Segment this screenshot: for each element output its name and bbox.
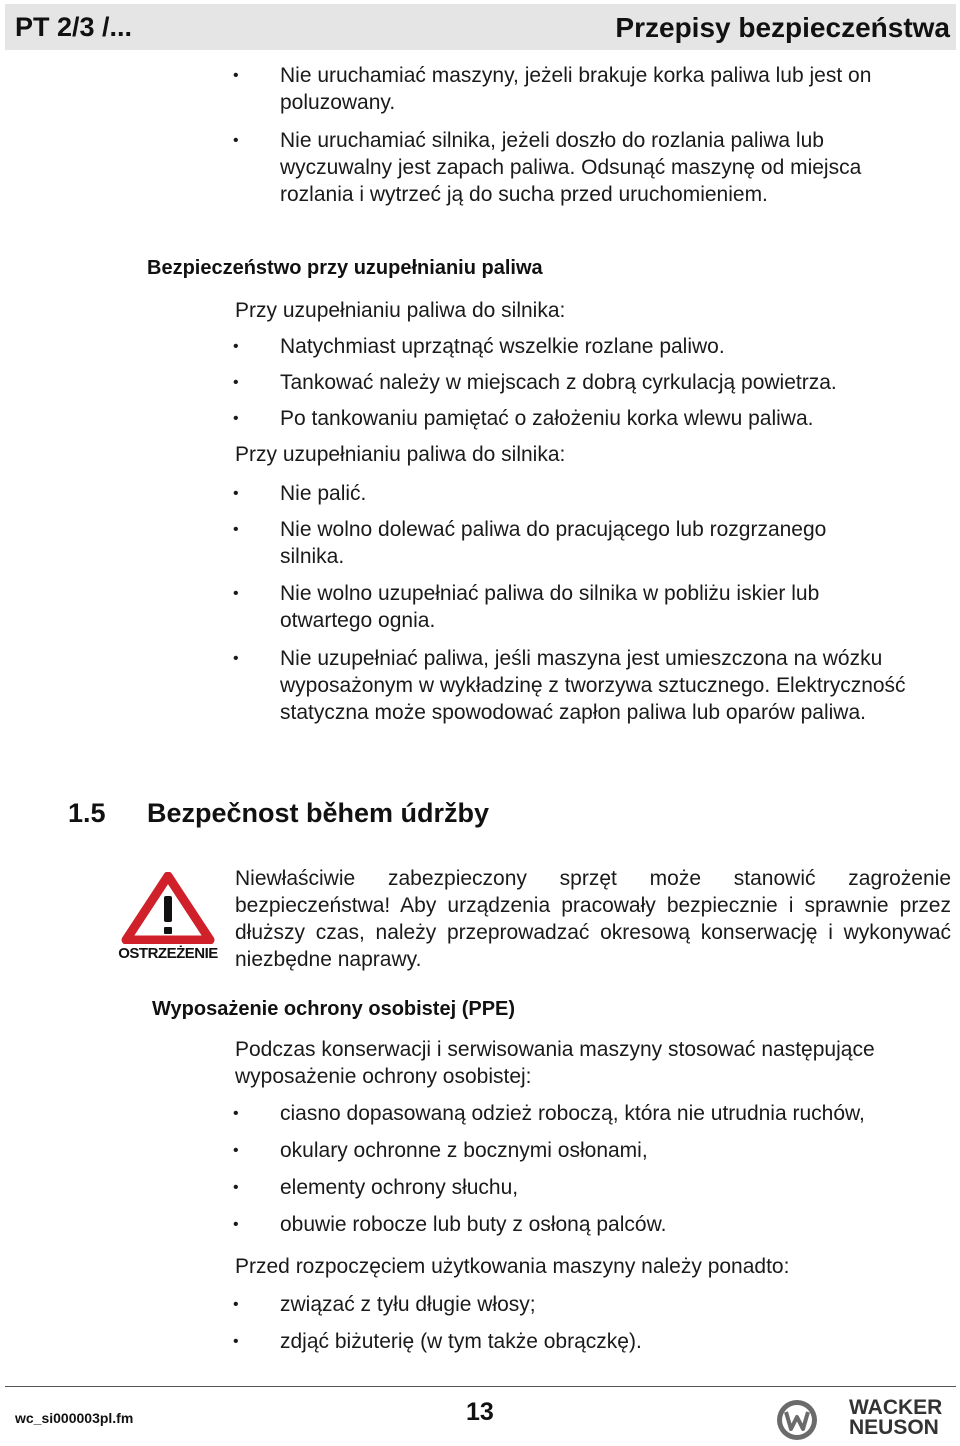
header-chapter-title: Przepisy bezpieczeństwa <box>615 12 950 43</box>
footer-divider <box>5 1386 956 1387</box>
warning-text: Niewłaściwie zabezpieczony sprzęt może stanowić zagrożenie bezpieczeństwa! Aby urządzenia pracowały bezpiecznie i sprawnie przez dłuższy czas, należy przeprowadzać okresową konserwację i wykonywać niezbędne naprawy. <box>235 867 951 971</box>
list-item: • Natychmiast uprzątnąć wszelkie rozlane paliwo. <box>280 333 725 360</box>
list-item: • ciasno dopasowaną odzież roboczą, która nie utrudnia ruchów, <box>280 1100 865 1127</box>
list-item: • obuwie robocze lub buty z osłoną palców. <box>280 1211 666 1238</box>
logo-wordmark <box>849 1398 942 1438</box>
page-number: 13 <box>466 1398 494 1426</box>
logo-line-1: WACKER <box>849 1396 943 1419</box>
footer-filename: wc_si000003pl.fm <box>15 1410 134 1426</box>
paragraph-intro: Przy uzupełnianiu paliwa do silnika: <box>235 443 566 466</box>
list-item: • okulary ochronne z bocznymi osłonami, <box>280 1137 648 1164</box>
warning-label: OSTRZEŻENIE <box>118 945 218 962</box>
page-header <box>5 4 956 50</box>
list-item: • Nie palić. <box>280 480 366 507</box>
list-item: • Nie wolno uzupełniać paliwa do silnika w pobliżu iskier lub otwartego ognia. <box>280 580 895 634</box>
wacker-neuson-w-logo-icon <box>775 1398 819 1442</box>
list-item: • Nie uzupełniać paliwa, jeśli maszyna jest umieszczona na wózku wyposażonym w wykładzinę z tworzywa sztucznego. Elektryczność statyczna może spowodować zapłon paliwa lub oparów paliwa. <box>280 645 952 726</box>
paragraph-intro: Przed rozpoczęciem użytkowania maszyny należy ponadto: <box>235 1255 790 1278</box>
warning-triangle-icon <box>118 872 218 944</box>
list-item: • Nie wolno dolewać paliwa do pracującego lub rozgrzanego silnika. <box>280 516 895 570</box>
subsection-heading-fuel: Bezpieczeństwo przy uzupełnianiu paliwa <box>147 257 543 279</box>
list-item: • elementy ochrony słuchu, <box>280 1174 518 1201</box>
brand-logo <box>775 1396 955 1442</box>
list-item: • zdjąć biżuterię (w tym także obrączkę). <box>280 1328 642 1355</box>
section-number: 1.5 <box>68 798 106 828</box>
list-item: • Po tankowaniu pamiętać o założeniu korka wlewu paliwa. <box>280 405 813 432</box>
paragraph-intro: Przy uzupełnianiu paliwa do silnika: <box>235 299 566 322</box>
section-title: Bezpečnost během údržby <box>147 798 490 828</box>
list-item: • Tankować należy w miejscach z dobrą cyrkulacją powietrza. <box>280 369 837 396</box>
list-item: • Nie uruchamiać silnika, jeżeli doszło do rozlania paliwa lub wyczuwalny jest zapach paliwa. Odsunąć maszynę od miejsca rozlania i wytrzeć ją do sucha przed uruchomieniem. <box>280 127 910 208</box>
subsection-heading-ppe: Wyposażenie ochrony osobistej (PPE) <box>152 998 516 1020</box>
list-item: • Nie uruchamiać maszyny, jeżeli brakuje korka paliwa lub jest on poluzowany. <box>280 62 940 116</box>
list-item: • związać z tyłu długie włosy; <box>280 1291 536 1318</box>
logo-line-2: NEUSON <box>849 1416 939 1439</box>
warning-sign <box>118 872 218 968</box>
header-document-ref: PT 2/3 /... <box>15 12 133 42</box>
paragraph-intro: Podczas konserwacji i serwisowania maszyny stosować następujące wyposażenie ochrony osobistej: <box>235 1038 875 1088</box>
